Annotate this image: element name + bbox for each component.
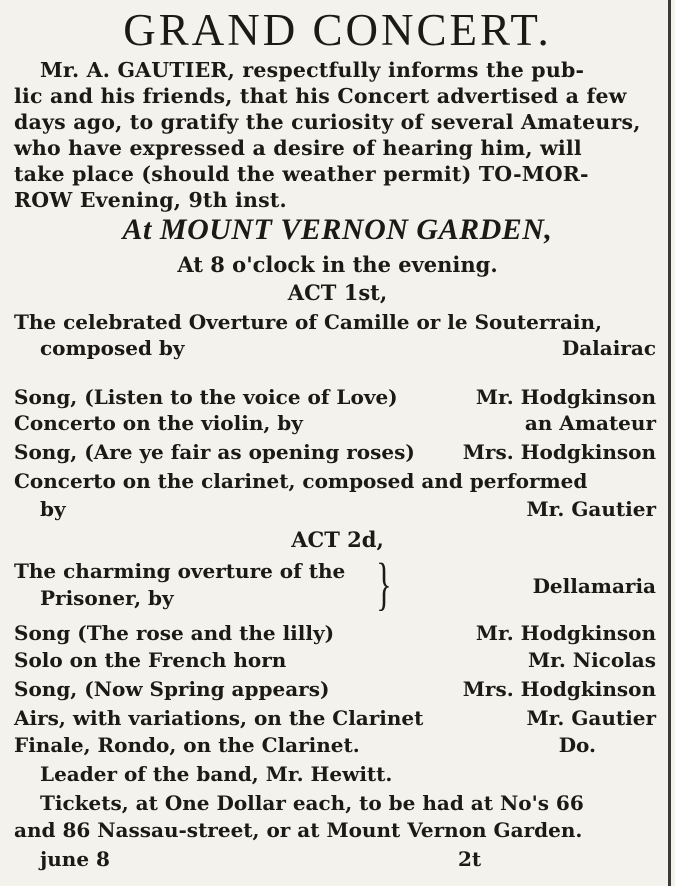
program-row — [14, 467, 656, 495]
intro-line: who have expressed a desire of hearing him, will — [14, 136, 582, 160]
program-piece: Solo on the French horn — [14, 648, 287, 672]
program-row — [14, 572, 656, 600]
leader-line: Leader of the band, Mr. Hewitt. — [40, 762, 393, 786]
program-performer: Dalairac — [561, 336, 656, 360]
program-performer: Mrs. Hodgkinson — [462, 440, 656, 464]
program-piece: Song, (Are ye fair as opening roses) — [14, 440, 415, 464]
program-performer: Mr. Hodgkinson — [475, 385, 656, 409]
intro-line: days ago, to gratify the curiosity of several Amateurs, — [14, 110, 641, 134]
program-row — [14, 308, 656, 336]
program-row — [14, 409, 656, 437]
program-piece: The charming overture of the — [14, 559, 346, 583]
column-rule — [668, 0, 671, 886]
program-row — [14, 495, 656, 523]
program-performer: Mr. Nicolas — [528, 648, 656, 672]
program-piece: Song (The rose and the lilly) — [14, 621, 335, 645]
intro-line: take place (should the weather permit) TO-MOR- — [14, 162, 589, 186]
curly-brace: } — [376, 551, 392, 616]
program-piece: composed by — [40, 336, 185, 360]
program-performer: Do. — [558, 733, 596, 757]
program-performer: Dellamaria — [532, 574, 656, 598]
program-performer: Mrs. Hodgkinson — [462, 677, 656, 701]
program-row — [14, 675, 656, 703]
tickets-line: Tickets, at One Dollar each, to be had at No's 66 — [40, 791, 584, 815]
program-row — [14, 731, 656, 759]
intro-line: Mr. A. GAUTIER, respectfully informs the pub- — [40, 58, 585, 82]
program-performer: Mr. Hodgkinson — [475, 621, 656, 645]
program-row — [14, 383, 656, 411]
program-piece: Airs, with variations, on the Clarinet — [14, 706, 424, 730]
date-line: june 8 — [40, 847, 110, 871]
program-row — [14, 334, 656, 362]
venue-line: At MOUNT VERNON GARDEN, — [122, 213, 553, 246]
time-line: At 8 o'clock in the evening. — [177, 252, 498, 277]
act-2-heading: ACT 2d, — [291, 527, 384, 552]
program-row — [14, 438, 656, 466]
program-row — [14, 646, 656, 674]
program-piece: Finale, Rondo, on the Clarinet. — [14, 733, 360, 757]
program-piece: by — [40, 497, 66, 521]
insertion-code: 2t — [458, 847, 482, 871]
program-piece: Song, (Listen to the voice of Love) — [14, 385, 398, 409]
program-performer: Mr. Gautier — [526, 497, 656, 521]
headline: GRAND CONCERT. — [123, 5, 552, 55]
program-row — [14, 619, 656, 647]
program-performer: Mr. Gautier — [526, 706, 656, 730]
program-row — [14, 704, 656, 732]
tickets-line: and 86 Nassau-street, or at Mount Vernon Garden. — [14, 818, 583, 842]
program-performer: an Amateur — [524, 411, 656, 435]
intro-line: ROW Evening, 9th inst. — [14, 188, 287, 212]
program-piece: Concerto on the clarinet, composed and performed — [14, 469, 588, 493]
program-piece: Song, (Now Spring appears) — [14, 677, 330, 701]
program-piece: Concerto on the violin, by — [14, 411, 303, 435]
program-piece: The celebrated Overture of Camille or le Souterrain, — [14, 310, 603, 334]
program-piece: Prisoner, by — [40, 586, 174, 610]
act-1-heading: ACT 1st, — [287, 280, 388, 305]
intro-line: lic and his friends, that his Concert advertised a few — [14, 84, 627, 108]
intro-paragraph — [14, 57, 654, 213]
